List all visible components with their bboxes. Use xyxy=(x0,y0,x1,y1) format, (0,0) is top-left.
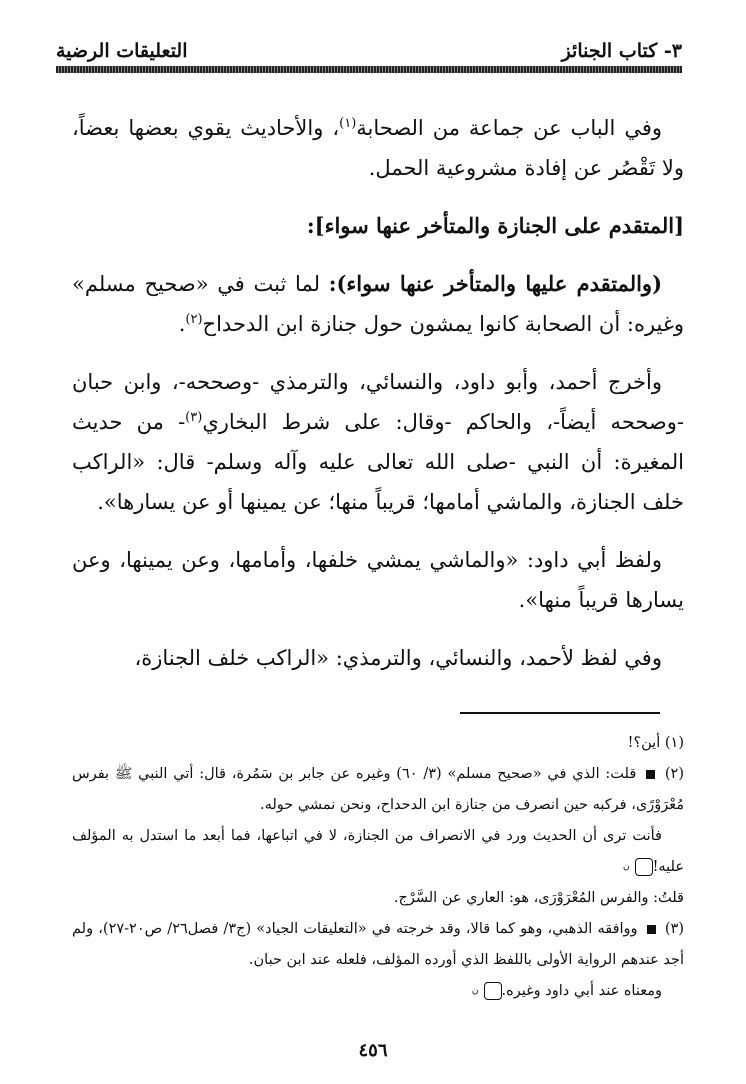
footnote-1: (١) أين؟! xyxy=(627,735,684,751)
paragraph-1 xyxy=(72,108,684,188)
footnote-3-continuation xyxy=(72,976,684,1007)
editor-badge-icon: ن xyxy=(635,858,653,876)
paragraph-1-text-a: وفي الباب عن جماعة من الصحابة xyxy=(356,116,663,140)
footnote-2-continuation xyxy=(72,821,684,883)
running-header xyxy=(56,40,682,64)
page-number: ٤٥٦ xyxy=(358,1040,388,1061)
paragraph-3 xyxy=(72,362,684,522)
footnote-2-cont-text: فأنت ترى أن الحديث ورد في الانصراف من الجنازة، لا في اتباعها، فما أبعد ما استدل به المؤلف عليه! xyxy=(72,828,684,875)
editor-square-icon xyxy=(646,770,655,779)
paragraph-2-bold: (والمتقدم عليها والمتأخر عنها سواء): xyxy=(328,271,663,296)
footnote-2-text: قلت: الذي في «صحيح مسلم» (٣/ ٦٠) وغيره عن جابر بن سَمُرة، قال: أتي النبي ﷺ بفرس مُعْرَوْرًى، فركبه حين انصرف من جنازة ابن الدحداح، ونحن نمشي حوله. xyxy=(72,766,684,813)
paragraph-5: وفي لفظ لأحمد، والنسائي، والترمذي: «الراكب خلف الجنازة، xyxy=(134,646,662,670)
footnote-2 xyxy=(72,759,684,821)
footnote-3-number: (٣) xyxy=(664,921,684,937)
paragraph-3-text-a: وأخرج أحمد، وأبو داود، والنسائي، والترمذي -وصححه-، وابن حبان -وصححه أيضاً-، والحاكم -وقال: على شرط البخاري xyxy=(72,370,684,434)
section-heading: [المتقدم على الجنازة والمتأخر عنها سواء]: xyxy=(306,213,684,238)
footnote-3-text: ووافقه الذهبي، وهو كما قالا، وقد خرجته في «التعليقات الجياد» (ج٣/ فصل٢٦/ ص٢٠-٢٧)، ولم أجد عندهم الرواية الأولى باللفظ الذي أورده المؤلف، فلعله عند ابن حبان. xyxy=(72,921,684,968)
paragraph-2 xyxy=(72,264,684,344)
footnote-2-number: (٢) xyxy=(664,766,684,782)
footnote-3-cont-text: ومعناه عند أبي داود وغيره. xyxy=(501,983,662,999)
footnote-separator xyxy=(460,712,660,714)
paragraph-3-text-b: - من حديث المغيرة: أن النبي -صلى الله تعالى عليه وآله وسلم- قال: «الراكب خلف الجنازة، والماشي أمامها؛ قريباً منها؛ عن يمينها أو عن يسارها». xyxy=(72,410,684,514)
editor-square-icon xyxy=(647,925,656,934)
footnote-ref-3: (٣) xyxy=(185,410,203,425)
footnote-ref-1: (١) xyxy=(339,116,357,131)
paragraph-2-text-b: . xyxy=(178,312,186,336)
footnote-ref-2: (٢) xyxy=(185,312,203,327)
book-title: التعليقات الرضية xyxy=(56,40,188,62)
main-text xyxy=(72,108,684,696)
editor-badge-icon: ن xyxy=(484,982,502,1000)
chapter-title: ٣- كتاب الجنائز xyxy=(561,40,682,62)
paragraph-4: ولفظ أبي داود: «والماشي يمشي خلفها، وأمامها، وعن يمينها، وعن يسارها قريباً منها». xyxy=(72,548,684,612)
footnote-3 xyxy=(72,914,684,976)
paragraph-1-text-b: ، والأحاديث يقوي بعضها بعضاً، ولا تَقْصُر عن إفادة مشروعية الحمل. xyxy=(72,116,684,180)
header-rule xyxy=(56,66,682,73)
footnotes xyxy=(72,728,684,1007)
footnote-2-note: قلتُ: والفرس المُعْرَوْرَى، هو: العاري عن السَّرْج. xyxy=(393,890,684,906)
paragraph-2-text-a: لما ثبت في «صحيح مسلم» وغيره: أن الصحابة كانوا يمشون حول جنازة ابن الدحداح xyxy=(72,272,684,336)
